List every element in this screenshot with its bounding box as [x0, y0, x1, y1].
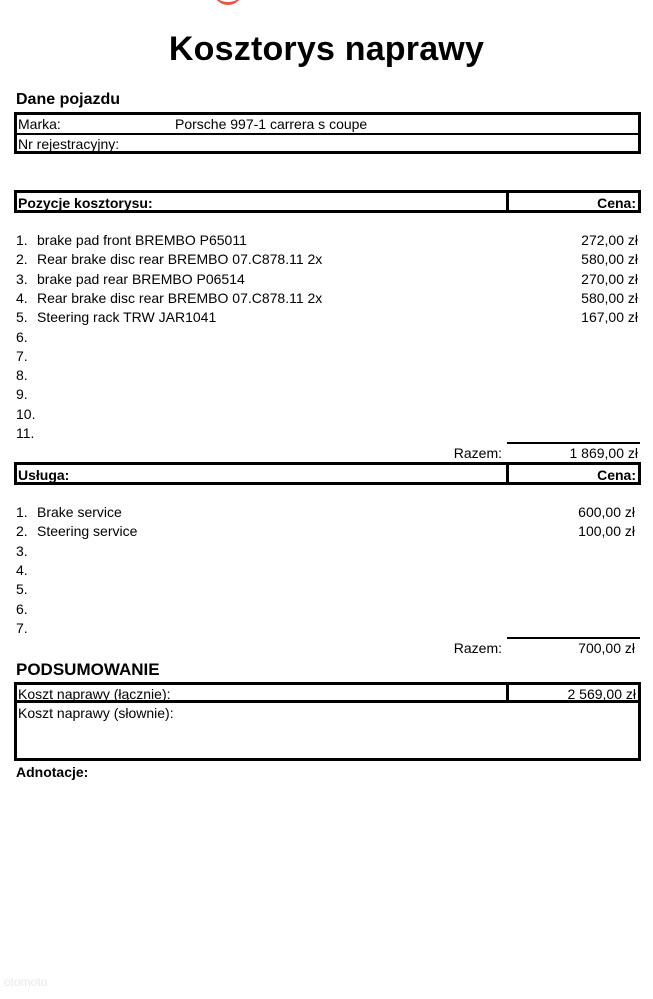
parts-row-price: 272,00 zł [581, 232, 638, 248]
parts-row-number: 6. [16, 328, 28, 345]
parts-row-number: 9. [16, 386, 28, 403]
parts-row [16, 271, 638, 290]
parts-row [16, 367, 638, 386]
services-row-price: 100,00 zł [578, 523, 635, 540]
services-sum-line [507, 637, 640, 639]
parts-total-value: 1 869,00 zł [569, 445, 638, 461]
watermark-text: otomoto [4, 975, 48, 989]
parts-row-price: 580,00 zł [581, 251, 638, 268]
parts-row-description: Rear brake disc rear BREMBO 07.C878.11 2x [37, 289, 323, 306]
parts-row [16, 290, 638, 309]
services-row-number: 6. [16, 600, 28, 617]
parts-row [16, 406, 638, 425]
parts-row-number: 8. [16, 367, 28, 384]
services-header-price: Cena: [597, 467, 636, 483]
parts-row-price: 167,00 zł [581, 309, 638, 326]
services-row-number: 5. [16, 581, 28, 598]
vehicle-row-divider [17, 133, 638, 135]
parts-row-description: Rear brake disc rear BREMBO 07.C878.11 2x [37, 251, 323, 268]
parts-total-label: Razem: [453, 445, 502, 461]
parts-row-description: Steering rack TRW JAR1041 [37, 309, 217, 326]
parts-row-price: 580,00 zł [581, 289, 638, 306]
services-row [16, 523, 638, 542]
logo-fragment [213, 0, 243, 5]
vehicle-heading: Dane pojazdu [16, 91, 121, 108]
parts-row [16, 348, 638, 367]
parts-row-price: 270,00 zł [581, 270, 638, 287]
parts-row-number: 4. [16, 289, 28, 306]
parts-row-number: 7. [16, 347, 28, 364]
parts-header-label-cell [14, 190, 509, 213]
parts-row [16, 251, 638, 270]
parts-row [16, 329, 638, 348]
parts-header-label: Pozycje kosztorysu: [18, 195, 153, 211]
summary-total-label: Koszt naprawy (łącznie): [18, 686, 171, 702]
services-row-number: 3. [16, 542, 28, 559]
summary-words-label: Koszt naprawy (słownie): [18, 705, 174, 721]
summary-heading: PODSUMOWANIE [16, 660, 160, 679]
services-row-number: 7. [16, 619, 28, 636]
services-row [16, 562, 638, 581]
parts-row-number: 1. [16, 232, 28, 248]
services-row [16, 543, 638, 562]
services-row [16, 620, 638, 639]
page-title: Kosztorys naprawy [168, 30, 485, 68]
vehicle-table [14, 112, 641, 154]
parts-row [16, 232, 638, 251]
services-header-label: Usługa: [18, 467, 70, 483]
services-row-number: 2. [16, 523, 28, 540]
parts-row-number: 11. [16, 425, 35, 441]
make-label: Marka: [18, 116, 61, 132]
parts-header-price-cell [506, 190, 641, 213]
summary-words-cell [14, 700, 641, 761]
parts-row-description: brake pad front BREMBO P65011 [37, 232, 247, 248]
make-value: Porsche 997-1 carrera s coupe [175, 116, 368, 132]
services-row-price: 600,00 zł [578, 504, 635, 520]
parts-row [16, 309, 638, 328]
services-row-description: Brake service [37, 504, 122, 520]
parts-row [16, 386, 638, 405]
parts-row-number: 2. [16, 251, 28, 268]
services-row-description: Steering service [37, 523, 138, 540]
services-row [16, 581, 638, 600]
parts-row-description: brake pad rear BREMBO P06514 [37, 270, 245, 287]
services-row-number: 1. [16, 504, 28, 520]
parts-row-number: 10. [16, 405, 36, 422]
services-total-label: Razem: [453, 640, 502, 656]
services-row-number: 4. [16, 561, 28, 578]
summary-total-value: 2 569,00 zł [567, 686, 636, 702]
services-header-label-cell [14, 462, 509, 485]
services-row [16, 601, 638, 620]
notes-label: Adnotacje: [16, 764, 89, 780]
services-header-price-cell [506, 462, 641, 485]
parts-header-price: Cena: [597, 195, 636, 211]
parts-row-number: 3. [16, 270, 28, 287]
services-total-value: 700,00 zł [578, 640, 635, 656]
registration-label: Nr rejestracyjny: [18, 136, 120, 152]
parts-row-number: 5. [16, 309, 28, 326]
parts-sum-line [507, 442, 640, 444]
services-row [16, 504, 638, 523]
